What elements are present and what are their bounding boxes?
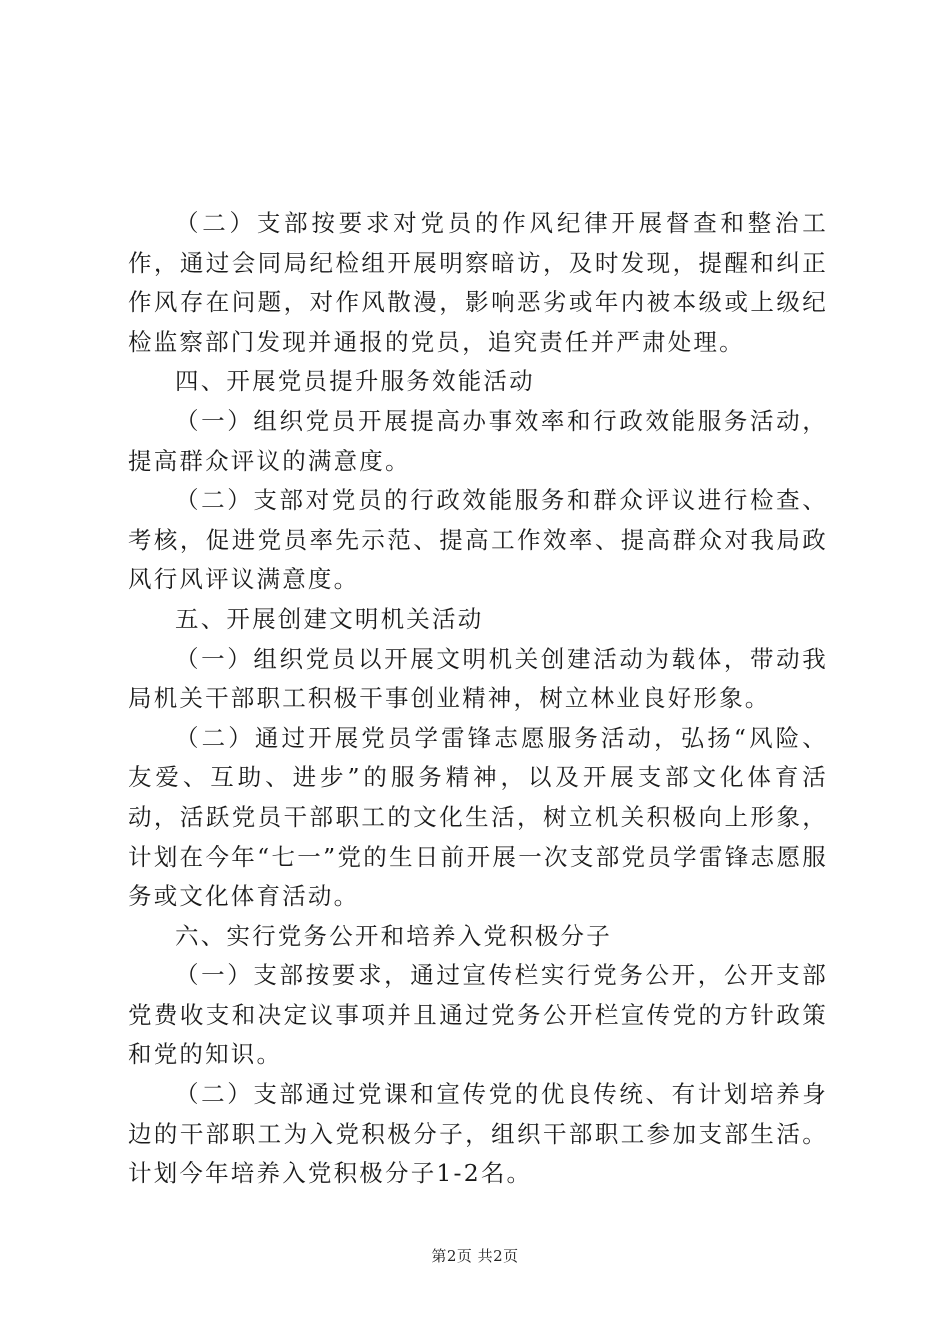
page-footer: 第2页 共2页 xyxy=(431,1247,519,1265)
paragraph-party-affairs-public: （一）支部按要求，通过宣传栏实行党务公开，公开支部党费收支和决定议事项并且通过党务公开栏宣传党的方针政策和党的知识。 xyxy=(128,961,828,1069)
paragraph-civilized-organ: （一）组织党员以开展文明机关创建活动为载体，带动我局机关干部职工积极干事创业精神，树立林业良好形象。 xyxy=(128,644,828,713)
heading-section-six: 六、实行党务公开和培养入党积极分子 xyxy=(175,921,612,950)
paragraph-volunteer-service: （二）通过开展党员学雷锋志愿服务活动，弘扬“风险、友爱、互助、进步”的服务精神，以及开展支部文化体育活动，活跃党员干部职工的文化生活，树立机关积极向上形象，计划在今年“七一”党的生日前开展一次支部党员学雷锋志愿服务或文化体育活动。 xyxy=(128,723,828,911)
heading-section-five: 五、开展创建文明机关活动 xyxy=(175,604,484,633)
paragraph-supervision: （二）支部按要求对党员的作风纪律开展督查和整治工作，通过会同局纪检组开展明察暗访，及时发现，提醒和纠正作风存在问题，对作风散漫，影响恶劣或年内被本级或上级纪检监察部门发现并通报的党员，追究责任并严肃处理。 xyxy=(128,209,828,356)
document-body xyxy=(128,204,828,1194)
heading-section-four: 四、开展党员提升服务效能活动 xyxy=(175,367,535,396)
paragraph-activist-training: （二）支部通过党课和宣传党的优良传统、有计划培养身边的干部职工为入党积极分子，组织干部职工参加支部生活。计划今年培养入党积极分子1-2名。 xyxy=(128,1080,828,1188)
paragraph-efficiency-review: （二）支部对党员的行政效能服务和群众评议进行检查、考核，促进党员率先示范、提高工作效率、提高群众对我局政风行风评议满意度。 xyxy=(128,486,828,594)
paragraph-efficiency-activity: （一）组织党员开展提高办事效率和行政效能服务活动，提高群众评议的满意度。 xyxy=(128,406,828,475)
